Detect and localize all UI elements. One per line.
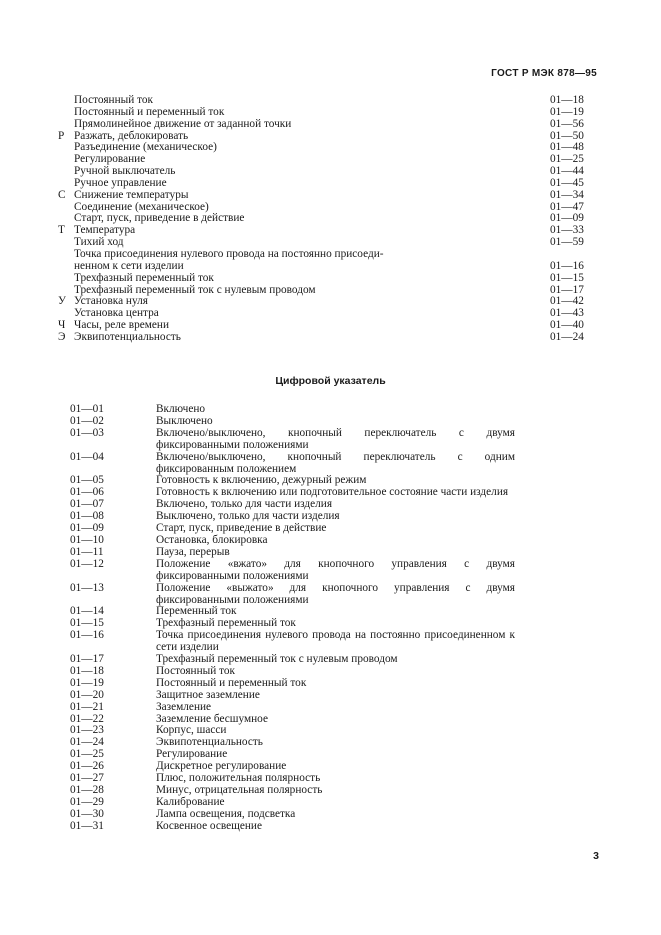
numeric-text: Готовность к включению или подготовительное состояние части изделия xyxy=(156,486,509,499)
numeric-code: 01—21 xyxy=(70,700,104,713)
numeric-text: Переменный ток xyxy=(156,605,237,618)
numeric-row xyxy=(70,535,515,547)
numeric-row xyxy=(70,404,515,416)
numeric-code: 01—06 xyxy=(70,486,104,499)
numeric-row xyxy=(70,559,515,583)
index-row xyxy=(58,225,598,237)
index-letter: Ч xyxy=(58,319,66,332)
numeric-text: Готовность к включению, дежурный режим xyxy=(156,474,367,487)
index-row xyxy=(58,107,598,119)
index-term: Прямолинейное движение от заданной точки xyxy=(74,117,292,130)
index-term: Трехфазный переменный ток с нулевым проводом xyxy=(74,283,316,296)
alphabetical-index xyxy=(58,95,598,344)
index-term: Точка присоединения нулевого провода на постоянно присоеди- xyxy=(74,247,384,260)
index-code: 01—09 xyxy=(550,212,584,225)
index-code: 01—24 xyxy=(550,330,584,343)
numeric-code: 01—26 xyxy=(70,760,104,773)
index-code: 01—17 xyxy=(550,283,584,296)
numeric-code: 01—16 xyxy=(70,629,104,642)
index-term: Трехфазный переменный ток xyxy=(74,271,214,284)
index-code: 01—33 xyxy=(550,224,584,237)
index-code: 01—15 xyxy=(550,271,584,284)
numeric-row xyxy=(70,690,515,702)
numeric-row xyxy=(70,428,515,452)
numeric-row xyxy=(70,702,515,714)
index-code: 01—56 xyxy=(550,117,584,130)
numeric-code: 01—10 xyxy=(70,533,104,546)
numeric-code: 01—28 xyxy=(70,784,104,796)
numeric-row xyxy=(70,523,515,535)
index-code: 01—16 xyxy=(550,259,584,272)
numeric-text: Лампа освещения, подсветка xyxy=(156,807,296,820)
index-row xyxy=(58,119,598,131)
index-term: Установка центра xyxy=(74,307,159,320)
page-number: 3 xyxy=(593,850,599,862)
numeric-code: 01—02 xyxy=(70,414,104,427)
index-letter: У xyxy=(58,295,66,308)
section-title: Цифровой указатель xyxy=(275,375,386,387)
index-code: 01—45 xyxy=(550,176,584,189)
numeric-code: 01—29 xyxy=(70,795,104,808)
index-row xyxy=(58,332,598,344)
numeric-code: 01—09 xyxy=(70,522,104,535)
numeric-code: 01—22 xyxy=(70,712,104,725)
numeric-row xyxy=(70,809,515,821)
numeric-row xyxy=(70,714,515,726)
numeric-text: Пауза, перерыв xyxy=(156,545,230,558)
numeric-code: 01—31 xyxy=(70,819,104,832)
index-code: 01—59 xyxy=(550,236,584,249)
index-term: Тихий ход xyxy=(74,236,124,249)
numeric-row xyxy=(70,749,515,761)
numeric-row xyxy=(70,737,515,749)
index-term: Разъединение (механическое) xyxy=(74,141,217,154)
index-term: Разжать, деблокировать xyxy=(74,129,189,142)
numeric-text: Дискретное регулирование xyxy=(156,760,287,773)
numeric-text: Корпус, шасси xyxy=(156,724,227,737)
numeric-row xyxy=(70,547,515,559)
index-code: 01—18 xyxy=(550,94,584,106)
index-term: Температура xyxy=(74,224,136,237)
numeric-text: Включено, только для части изделия xyxy=(156,498,333,511)
index-term: Установка нуля xyxy=(74,295,148,308)
numeric-text: Положение «вжато» для кнопочного управления с двумя фиксированными положениями xyxy=(156,557,515,582)
numeric-text: Постоянный и переменный ток xyxy=(156,676,307,689)
index-term: ненном к сети изделии xyxy=(74,259,184,272)
index-code: 01—19 xyxy=(550,105,584,118)
numeric-code: 01—08 xyxy=(70,510,104,523)
numeric-code: 01—14 xyxy=(70,605,104,618)
numeric-text: Трехфазный переменный ток с нулевым проводом xyxy=(156,653,398,666)
index-row xyxy=(58,273,598,285)
index-code: 01—47 xyxy=(550,200,584,213)
index-code: 01—48 xyxy=(550,141,584,154)
numeric-code: 01—19 xyxy=(70,676,104,689)
numeric-code: 01—23 xyxy=(70,724,104,737)
index-row xyxy=(58,190,598,202)
numeric-index xyxy=(70,404,515,833)
numeric-code: 01—25 xyxy=(70,748,104,761)
index-term: Снижение температуры xyxy=(74,188,189,201)
numeric-text: Трехфазный переменный ток xyxy=(156,617,296,630)
numeric-text: Положение «выжато» для кнопочного управления с двумя фиксированными положениями xyxy=(156,581,515,606)
numeric-code: 01—03 xyxy=(70,426,104,439)
index-code: 01—43 xyxy=(550,307,584,320)
numeric-row xyxy=(70,630,515,654)
numeric-text: Регулирование xyxy=(156,748,228,761)
numeric-row xyxy=(70,821,515,833)
numeric-row xyxy=(70,785,515,797)
numeric-text: Точка присоединения нулевого провода на постоянно присоединенном к сети изделии xyxy=(156,629,515,654)
numeric-code: 01—30 xyxy=(70,807,104,820)
numeric-text: Заземление бесшумное xyxy=(156,712,268,725)
numeric-text: Минус, отрицательная полярность xyxy=(156,784,323,796)
index-row xyxy=(58,213,598,225)
numeric-row xyxy=(70,583,515,607)
index-term: Постоянный ток xyxy=(74,94,153,106)
index-code: 01—40 xyxy=(550,319,584,332)
index-code: 01—44 xyxy=(550,165,584,178)
numeric-code: 01—24 xyxy=(70,736,104,749)
numeric-text: Остановка, блокировка xyxy=(156,533,268,546)
numeric-code: 01—18 xyxy=(70,664,104,677)
numeric-code: 01—20 xyxy=(70,688,104,701)
index-code: 01—50 xyxy=(550,129,584,142)
numeric-row xyxy=(70,725,515,737)
index-row xyxy=(58,261,598,273)
numeric-text: Включено xyxy=(156,403,206,415)
index-letter: Э xyxy=(58,330,66,343)
index-code: 01—34 xyxy=(550,188,584,201)
index-letter: Т xyxy=(58,224,65,237)
index-term: Регулирование xyxy=(74,153,146,166)
numeric-text: Постоянный ток xyxy=(156,664,235,677)
numeric-code: 01—01 xyxy=(70,403,104,415)
index-term: Старт, пуск, приведение в действие xyxy=(74,212,245,225)
numeric-text: Включено/выключено, кнопочный переключатель с двумя фиксированными положениями xyxy=(156,426,515,451)
index-row xyxy=(58,178,598,190)
numeric-text: Старт, пуск, приведение в действие xyxy=(156,522,327,535)
numeric-text: Выключено xyxy=(156,414,213,427)
numeric-code: 01—27 xyxy=(70,772,104,785)
numeric-text: Выключено, только для части изделия xyxy=(156,510,340,523)
numeric-text: Включено/выключено, кнопочный переключатель с одним фиксированным положением xyxy=(156,450,515,475)
index-letter: С xyxy=(58,188,66,201)
index-code: 01—42 xyxy=(550,295,584,308)
index-term: Эквипотенциальность xyxy=(74,330,181,343)
numeric-row xyxy=(70,678,515,690)
numeric-text: Заземление xyxy=(156,700,212,713)
index-letter: Р xyxy=(58,129,65,142)
index-term: Ручное управление xyxy=(74,176,167,189)
index-term: Часы, реле времени xyxy=(74,319,169,332)
index-code: 01—25 xyxy=(550,153,584,166)
numeric-code: 01—17 xyxy=(70,653,104,666)
numeric-text: Эквипотенциальность xyxy=(156,736,263,749)
numeric-row xyxy=(70,452,515,476)
numeric-text: Защитное заземление xyxy=(156,688,260,701)
numeric-code: 01—05 xyxy=(70,474,104,487)
numeric-code: 01—13 xyxy=(70,581,104,594)
numeric-code: 01—15 xyxy=(70,617,104,630)
index-term: Ручной выключатель xyxy=(74,165,176,178)
numeric-code: 01—04 xyxy=(70,450,104,463)
index-term: Соединение (механическое) xyxy=(74,200,209,213)
numeric-text: Плюс, положительная полярность xyxy=(156,772,321,785)
document-header: ГОСТ Р МЭК 878—95 xyxy=(491,68,597,79)
numeric-code: 01—11 xyxy=(70,545,104,558)
index-term: Постоянный и переменный ток xyxy=(74,105,225,118)
numeric-code: 01—12 xyxy=(70,557,104,570)
numeric-code: 01—07 xyxy=(70,498,104,511)
numeric-text: Косвенное освещение xyxy=(156,819,262,832)
numeric-row xyxy=(70,654,515,666)
numeric-text: Калибрование xyxy=(156,795,225,808)
